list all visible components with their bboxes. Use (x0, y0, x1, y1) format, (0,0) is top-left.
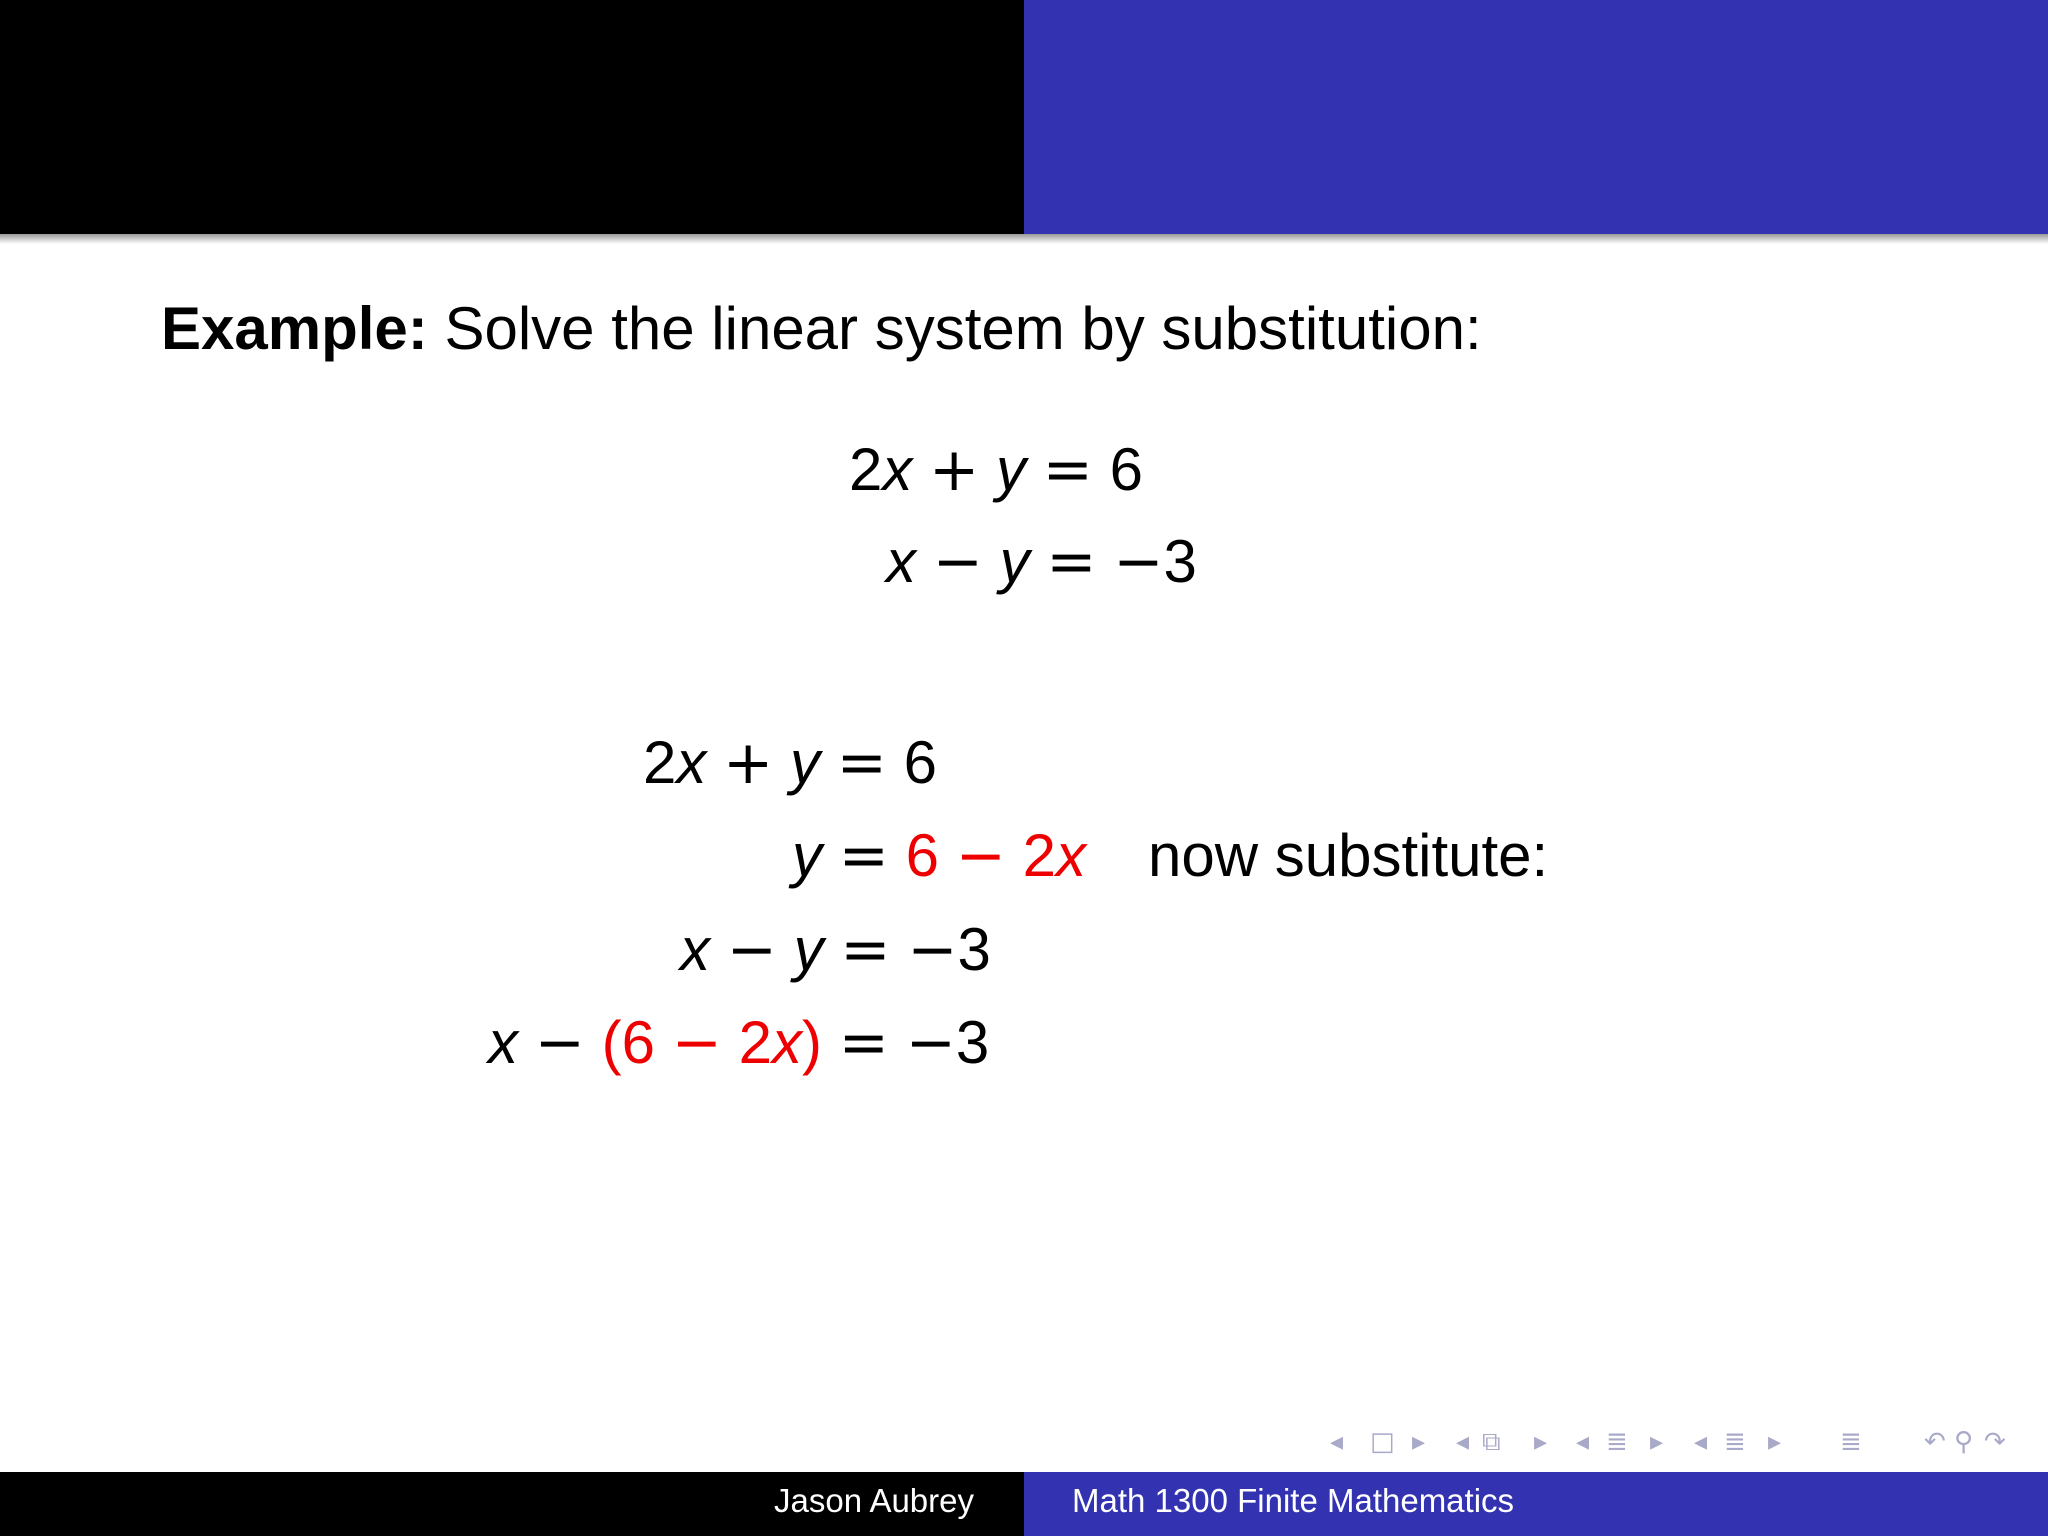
example-label: Example: (161, 295, 428, 362)
footer-left-panel (0, 1472, 1024, 1536)
section-icon[interactable]: ≣ (1606, 1427, 1628, 1457)
step-equation-2: x − y = −3 (680, 915, 991, 985)
frame-icon[interactable]: □ (1370, 1427, 1395, 1457)
undo-icon[interactable]: ↶ (1924, 1427, 1946, 1457)
prev-frame-icon[interactable]: ◂ (1330, 1427, 1344, 1457)
beamer-navigation-bar (1330, 1424, 2030, 1460)
slide-header (0, 0, 2048, 234)
next-section-icon-2[interactable]: ▸ (1768, 1427, 1782, 1457)
footer-author: Jason Aubrey (774, 1482, 974, 1519)
header-right-panel (1024, 0, 2048, 234)
prev-subsection-icon[interactable]: ◂ (1456, 1427, 1470, 1457)
example-statement (161, 294, 1482, 363)
next-section-icon[interactable]: ▸ (1650, 1427, 1664, 1457)
document-icon[interactable]: ≣ (1840, 1427, 1862, 1457)
highlight-expression: 6 − 2x (905, 821, 1086, 891)
subsection-icon[interactable]: ⧉ (1482, 1427, 1501, 1457)
redo-icon[interactable]: ↷ (1984, 1427, 2006, 1457)
header-left-panel (0, 0, 1024, 234)
slide-footer (0, 1472, 2048, 1536)
prev-section-icon[interactable]: ◂ (1576, 1427, 1590, 1457)
step-equation-1: 2x + y = 6 (643, 728, 937, 798)
example-text: Solve the linear system by substitution: (427, 295, 1482, 362)
footer-title: Math 1300 Finite Mathematics (1072, 1482, 1515, 1519)
prev-section-icon-2[interactable]: ◂ (1694, 1427, 1708, 1457)
substituted-expression: (6 − 2x) (601, 1008, 822, 1078)
search-icon[interactable]: ⚲ (1954, 1427, 1974, 1457)
header-shadow (0, 234, 2048, 244)
substitute-note: now substitute: (1148, 822, 1549, 889)
footer-right-panel (1024, 1472, 2048, 1536)
system-equation-1: 2x + y = 6 (849, 435, 1143, 505)
system-equation-2: x − y = −3 (886, 527, 1197, 597)
next-frame-icon[interactable]: ▸ (1412, 1427, 1426, 1457)
step-solve-for-y: y = 6 − 2x now substitute: (792, 821, 1549, 891)
section-icon-2[interactable]: ≣ (1724, 1427, 1746, 1457)
step-substituted: x − (6 − 2x) = −3 (488, 1008, 990, 1078)
next-subsection-icon[interactable]: ▸ (1534, 1427, 1548, 1457)
